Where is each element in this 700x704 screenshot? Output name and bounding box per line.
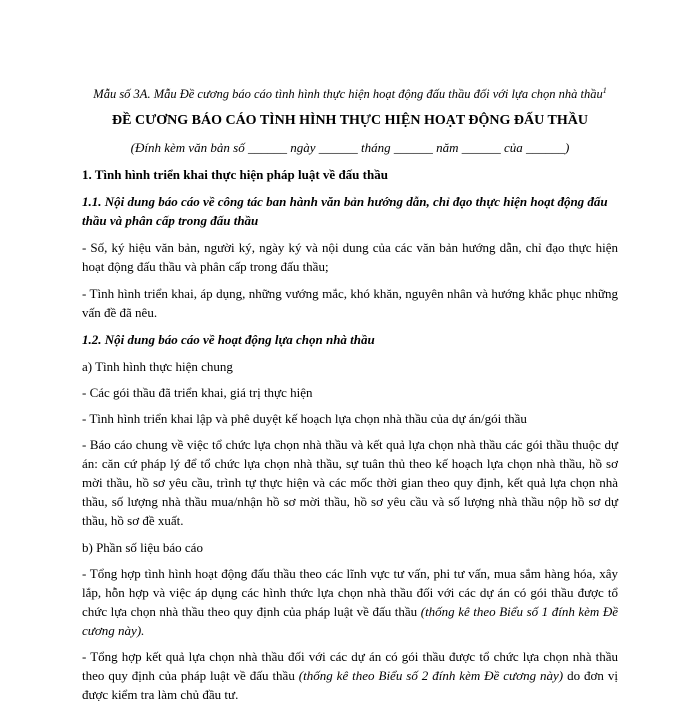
- section-1-1-item: - Tình hình triển khai, áp dụng, những vướng mắc, khó khăn, nguyên nhân và hướng khắc phục những vấn đề đã nêu.: [82, 286, 618, 320]
- part-b-item-1: [82, 564, 618, 640]
- document-page: [82, 86, 618, 704]
- part-b-item-2-text: - Tổng hợp kết quả lựa chọn nhà thầu đối với các dự án có gói thầu được tổ chức lựa chọn nhà thầu theo quy định của pháp luật về đấu thầu: [82, 649, 618, 683]
- section-1-2-heading: 1.2. Nội dung báo cáo về hoạt động lựa chọn nhà thầu: [82, 332, 375, 347]
- part-b-item-2-tail: do đơn vị được kiểm tra làm chủ đầu tư.: [82, 668, 618, 702]
- form-title-text: Mẫu số 3A. Mẫu Đề cương báo cáo tình hình thực hiện hoạt động đấu thầu đối với lựa chọn nhà thầu: [93, 87, 603, 101]
- section-1-heading: 1. Tình hình triển khai thực hiện pháp luật về đấu thầu: [82, 167, 388, 182]
- part-a-item: - Các gói thầu đã triển khai, giá trị thực hiện: [82, 385, 313, 400]
- attachment-line: (Đính kèm văn bản số ______ ngày ______ tháng ______ năm ______ của ______): [130, 140, 570, 155]
- document-title: ĐỀ CƯƠNG BÁO CÁO TÌNH HÌNH THỰC HIỆN HOẠT ĐỘNG ĐẤU THẦU: [112, 113, 588, 128]
- section-1-1-item: - Số, ký hiệu văn bản, người ký, ngày ký và nội dung của các văn bản hướng dẫn, chỉ đạo thực hiện hoạt động đấu thầu và phân cấp trong đấu thầu;: [82, 240, 618, 274]
- part-b-item-2-note: (thống kê theo Biểu số 2 đính kèm Đề cương này): [298, 668, 564, 683]
- form-title: [82, 86, 618, 103]
- part-b-item-1-text: - Tổng hợp tình hình hoạt động đấu thầu theo các lĩnh vực tư vấn, phi tư vấn, mua sắm hàng hóa, xây lắp, hỗn hợp và việc áp dụng các hình thức lựa chọn nhà thầu đối với các dự án có gói thầu được tổ chức lựa chọn nhà thầu theo quy định của pháp luật về đấu thầu: [82, 566, 618, 619]
- part-b-label: b) Phần số liệu báo cáo: [82, 540, 203, 555]
- part-a-label: a) Tình hình thực hiện chung: [82, 359, 233, 374]
- part-b-item-2: [82, 647, 618, 704]
- footnote-mark: 1: [602, 85, 607, 95]
- part-a-item: - Báo cáo chung về việc tổ chức lựa chọn nhà thầu và kết quả lựa chọn nhà thầu các gói thầu thuộc dự án: căn cứ pháp lý để tổ chức lựa chọn nhà thầu, sự tuân thủ theo kế hoạch lựa chọn nhà thầu, hồ sơ mời thầu, hồ sơ yêu cầu, trình tự thực hiện và các mốc thời gian theo quy định, kết quả lựa chọn nhà thầu, số lượng nhà thầu mua/nhận hồ sơ mời thầu, hồ sơ yêu cầu và số lượng nhà thầu nộp hồ sơ dự thầu, hồ sơ đề xuất.: [82, 437, 618, 528]
- part-b-item-1-note: (thống kê theo Biểu số 1 đính kèm Đề cương này).: [82, 604, 619, 638]
- part-a-item: - Tình hình triển khai lập và phê duyệt kế hoạch lựa chọn nhà thầu của dự án/gói thầu: [82, 411, 527, 426]
- section-1-1-heading: 1.1. Nội dung báo cáo về công tác ban hành văn bản hướng dẫn, chỉ đạo thực hiện hoạt động đấu thầu và phân cấp trong đấu thầu: [82, 194, 608, 228]
